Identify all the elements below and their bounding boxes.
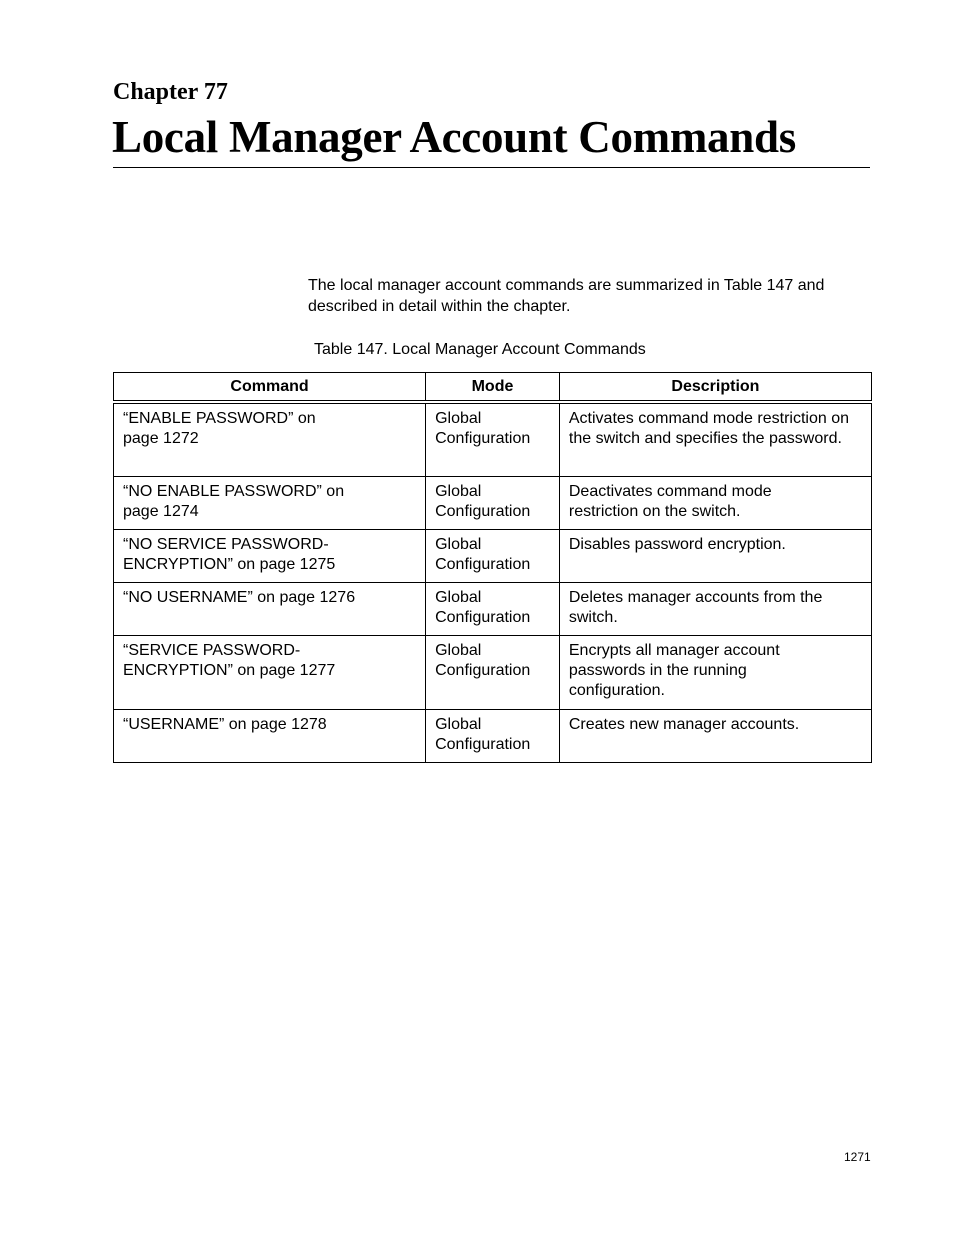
table-row: [114, 709, 872, 762]
command-link[interactable]: “SERVICE PASSWORD-ENCRYPTION” on page 1277: [114, 635, 426, 709]
description-cell: Creates new manager accounts.: [559, 709, 871, 762]
mode-cell: Global Configuration: [426, 402, 560, 476]
table-header-row: [114, 373, 872, 403]
description-cell: Deactivates command mode restriction on the switch.: [559, 476, 871, 529]
table-row: [114, 402, 872, 476]
table-caption: Table 147. Local Manager Account Commands: [314, 341, 646, 358]
command-link[interactable]: “USERNAME” on page 1278: [114, 709, 426, 762]
description-cell: Activates command mode restriction on the switch and specifies the password.: [559, 402, 871, 476]
title-divider: [113, 167, 870, 168]
command-link[interactable]: “ENABLE PASSWORD” on page 1272: [114, 402, 426, 476]
intro-paragraph: The local manager account commands are summarized in Table 147 and described in detail within the chapter.: [308, 277, 825, 315]
header-mode: Mode: [426, 373, 560, 403]
mode-cell: Global Configuration: [426, 582, 560, 635]
command-link[interactable]: “NO SERVICE PASSWORD-ENCRYPTION” on page 1275: [114, 529, 426, 582]
header-command: Command: [114, 373, 426, 403]
header-description: Description: [559, 373, 871, 403]
description-cell: Deletes manager accounts from the switch.: [559, 582, 871, 635]
page-number: 1271: [844, 1150, 871, 1164]
description-cell: Disables password encryption.: [559, 529, 871, 582]
mode-cell: Global Configuration: [426, 529, 560, 582]
command-link[interactable]: “NO USERNAME” on page 1276: [114, 582, 426, 635]
table-row: [114, 582, 872, 635]
mode-cell: Global Configuration: [426, 635, 560, 709]
chapter-label: Chapter 77: [113, 79, 228, 105]
mode-cell: Global Configuration: [426, 709, 560, 762]
table-row: [114, 635, 872, 709]
table-row: [114, 476, 872, 529]
description-cell: Encrypts all manager account passwords in the running configuration.: [559, 635, 871, 709]
table-row: [114, 529, 872, 582]
command-link[interactable]: “NO ENABLE PASSWORD” on page 1274: [114, 476, 426, 529]
commands-table: [113, 372, 872, 763]
chapter-title: Local Manager Account Commands: [112, 112, 796, 162]
mode-cell: Global Configuration: [426, 476, 560, 529]
